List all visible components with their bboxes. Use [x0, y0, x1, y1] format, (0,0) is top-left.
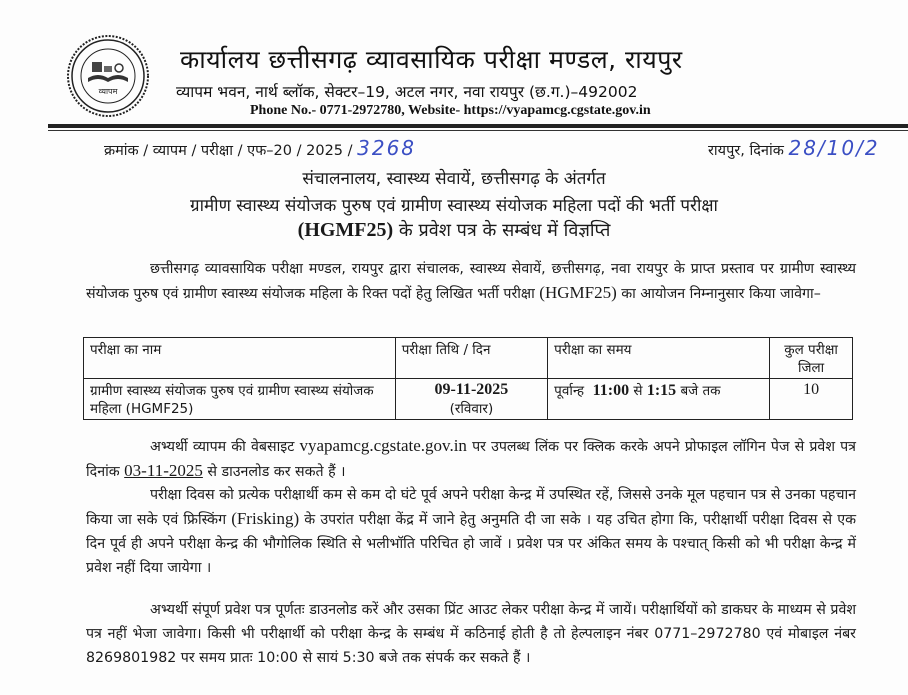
svg-text:व्यापम: व्यापम	[98, 87, 118, 96]
intro-paragraph: छत्तीसगढ़ व्यावसायिक परीक्षा मण्डल, रायपुर द्वारा संचालक, स्वास्थ्य सेवायें, छत्तीसगढ़, नवा रायपुर के प्राप्त प्रस्ताव पर ग्रामीण स्वास्थ्य संयोजक पुरुष एवं ग्रामीण स्वास्थ्य संयोजक महिला के रिक्त पदों हेतु लिखित भर्ती परीक्षा (HGMF25) का आयोजन निम्नानुसार किया जावेगा–	[86, 261, 856, 302]
header-divider-thick	[48, 124, 908, 128]
exam-date: 09-11-2025	[434, 381, 509, 398]
time-end: 1:15	[646, 382, 677, 399]
time-start: 11:00	[592, 382, 630, 399]
cell-exam-date	[395, 379, 547, 420]
header-total-districts: कुल परीक्षा जिला	[770, 338, 853, 379]
cell-total-districts: 10	[770, 379, 853, 420]
exam-code: (HGMF25)	[297, 219, 394, 241]
notice-heading-line3	[0, 218, 908, 242]
arrival-instructions-paragraph: परीक्षा दिवस को प्रत्येक परीक्षार्थी कम से कम दो घंटे पूर्व अपने परीक्षा केन्द्र में उपस्थित रहें, जिससे उनके मूल पहचान पत्र से उनका पहचान किया जा सके एवं फ्रिस्किंग (Frisking) के उपरांत परीक्षा केंद्र में जाने हेतु अनुमति दी जा सके । यह उचित होगा कि, परीक्षार्थी परीक्षा दिवस से एक दिन पूर्व ही अपने परीक्षा केन्द्र की भौगोलिक स्थिति से भलीभॉति परिचित हो जावें । प्रवेश पत्र पर अंकित समय के पश्चात् किसी को भी परीक्षा केन्द्र में प्रवेश नहीं दिया जायेगा ।	[86, 487, 856, 576]
vyapam-logo	[66, 34, 150, 118]
exam-code-inline: (HGMF25)	[539, 283, 617, 302]
header-divider-thin	[48, 130, 908, 131]
handwritten-date: 28/10/2	[788, 136, 880, 160]
table-row	[84, 379, 853, 420]
place-date-label: रायपुर, दिनांक	[708, 143, 784, 159]
admit-card-date: 03-11-2025	[124, 461, 203, 480]
organization-contact: Phone No.- 0771-2972780, Website- https://vyapamcg.cgstate.gov.in	[250, 103, 651, 118]
notice-heading-line1: संचालनालय, स्वास्थ्य सेवायें, छत्तीसगढ़ के अंतर्गत	[302, 169, 606, 189]
helpline-paragraph: अभ्यर्थी संपूर्ण प्रवेश पत्र पूर्णतः डाउनलोड करें और उसका प्रिंट आउट लेकर परीक्षा केन्द्र में जायें। परीक्षार्थियों को डाकघर के माध्यम से प्रवेश पत्र नहीं भेजा जावेगा। किसी भी परीक्षार्थी को परीक्षा केन्द्र के सम्बंध में कठिनाई होती है तो हेल्पलाइन नंबर 0771–2972780 एवं मोबाइल नंबर 8269801982 पर समय प्रातः 10:00 से सायं 5:30 बजे तक संपर्क कर सकते हैं ।	[86, 602, 856, 666]
handwritten-reference-number: 3268	[357, 136, 417, 160]
emblem-icon	[66, 34, 150, 118]
reference-number	[104, 136, 416, 160]
table-header-row	[84, 338, 853, 379]
organization-title: कार्यालय छत्तीसगढ़ व्यावसायिक परीक्षा मण्डल, रायपुर	[180, 45, 683, 74]
reference-prefix: क्रमांक / व्यापम / परीक्षा / एफ–20 / 2025 /	[104, 143, 353, 159]
notice-heading-line2: ग्रामीण स्वास्थ्य संयोजक पुरुष एवं ग्रामीण स्वास्थ्य संयोजक महिला पदों की भर्ती परीक्षा	[190, 196, 718, 216]
exam-schedule-table	[83, 337, 853, 420]
header-exam-date: परीक्षा तिथि / दिन	[395, 338, 547, 379]
website-link[interactable]: vyapamcg.cgstate.gov.in	[299, 436, 467, 455]
notice-heading-line3-text: के प्रवेश पत्र के सम्बंध में विज्ञप्ति	[393, 220, 611, 241]
organization-address: व्यापम भवन, नार्थ ब्लॉक, सेक्टर–19, अटल नगर, नवा रायपुर (छ.ग.)–492002	[176, 83, 638, 101]
place-date	[708, 136, 880, 160]
cell-exam-name: ग्रामीण स्वास्थ्य संयोजक पुरुष एवं ग्रामीण स्वास्थ्य संयोजक महिला (HGMF25)	[84, 379, 396, 420]
exam-day: (रविवार)	[449, 401, 494, 417]
header-exam-time: परीक्षा का समय	[548, 338, 770, 379]
header-exam-name: परीक्षा का नाम	[84, 338, 396, 379]
cell-exam-time: पूर्वान्ह 11:00 से 1:15 बजे तक	[548, 379, 770, 420]
download-paragraph: अभ्यर्थी व्यापम की वेबसाइट vyapamcg.cgstate.gov.in पर उपलब्ध लिंक पर क्लिक करके अपने प्रोफाइल लॉगिन पेज से प्रवेश पत्र दिनांक 03-11-2025 से डाउनलोड कर सकते हैं ।	[86, 436, 856, 480]
